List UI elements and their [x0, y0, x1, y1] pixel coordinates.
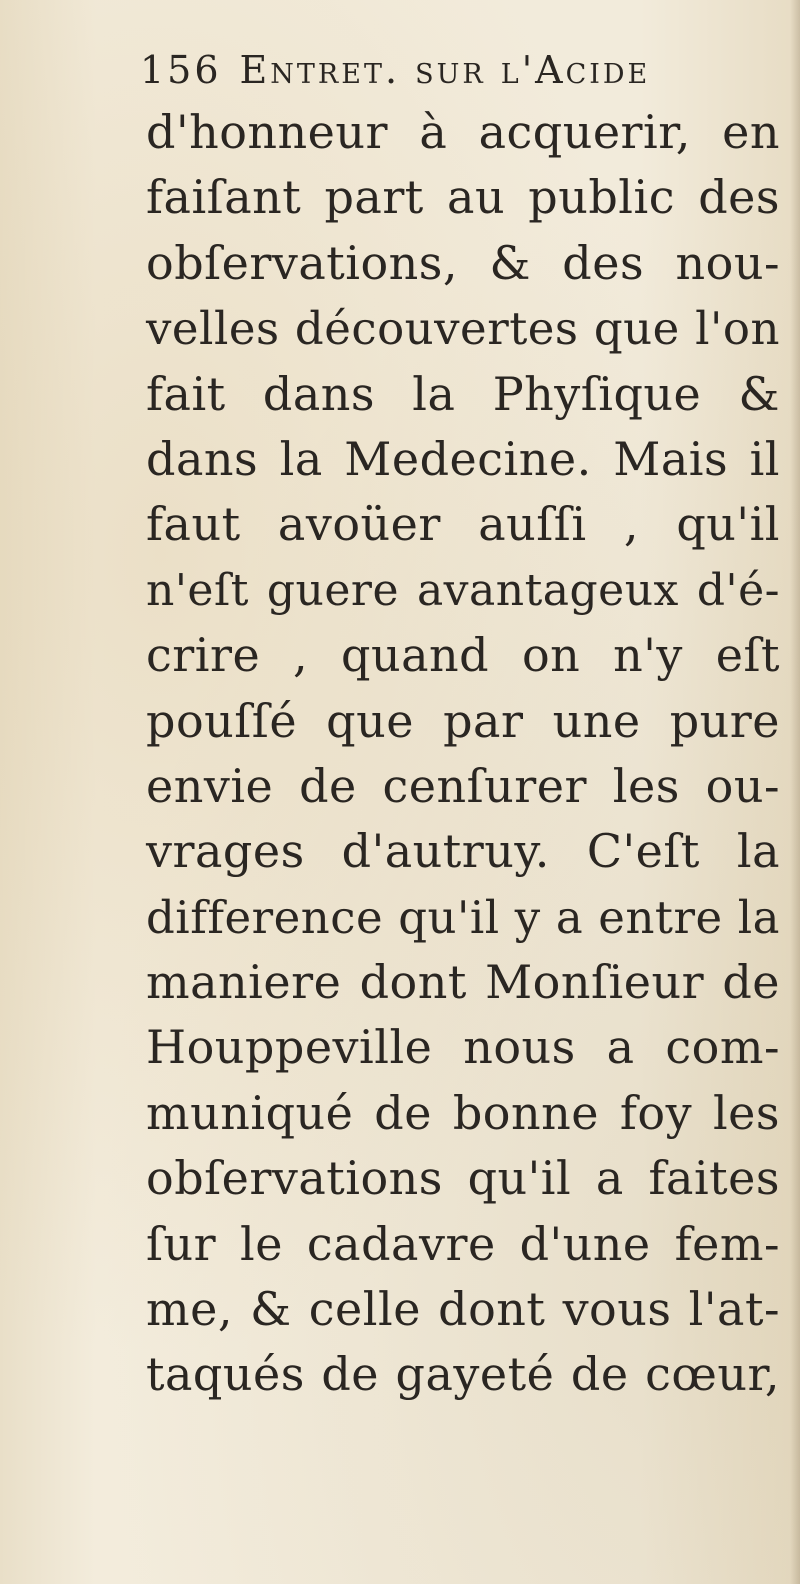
text-line: obſervations, & des nou-	[146, 235, 780, 290]
running-header	[140, 44, 740, 96]
text-line: faiſant part au public des	[146, 170, 780, 225]
body-text	[146, 100, 780, 1408]
text-line: pouſſé que par une pure	[146, 693, 780, 748]
text-line: vrages d'autruy. C'eſt la	[146, 824, 780, 879]
text-line: dans la Medecine. Mais il	[146, 431, 780, 486]
text-line: d'honneur à acquerir, en	[146, 105, 780, 159]
text-line: crire , quand on n'y eſt	[146, 628, 780, 683]
running-title: Entret. sur l'Acide	[239, 48, 651, 92]
text-line: taqués de gayeté de cœur,	[146, 1347, 780, 1402]
text-line: obſervations qu'il a faites	[146, 1151, 780, 1206]
text-line: difference qu'il y a entre la	[146, 890, 780, 944]
text-line: ſur le cadavre d'une fem-	[146, 1216, 780, 1271]
text-line: Houppeville nous a com-	[146, 1020, 780, 1075]
text-line: faut avoüer auſſi , qu'il	[146, 497, 780, 552]
text-line: maniere dont Monſieur de	[146, 955, 780, 1010]
text-line: n'eſt guere avantageux d'é-	[146, 564, 780, 616]
text-line: muniqué de bonne foy les	[146, 1085, 780, 1140]
page-number: 156	[140, 48, 222, 92]
text-line: velles découvertes que l'on	[146, 302, 780, 356]
text-line: envie de cenſurer les ou-	[146, 758, 780, 813]
text-line: fait dans la Phyſique &	[146, 366, 780, 421]
page-edge-shadow	[790, 0, 800, 1584]
text-line: me, & celle dont vous l'at-	[146, 1282, 780, 1337]
